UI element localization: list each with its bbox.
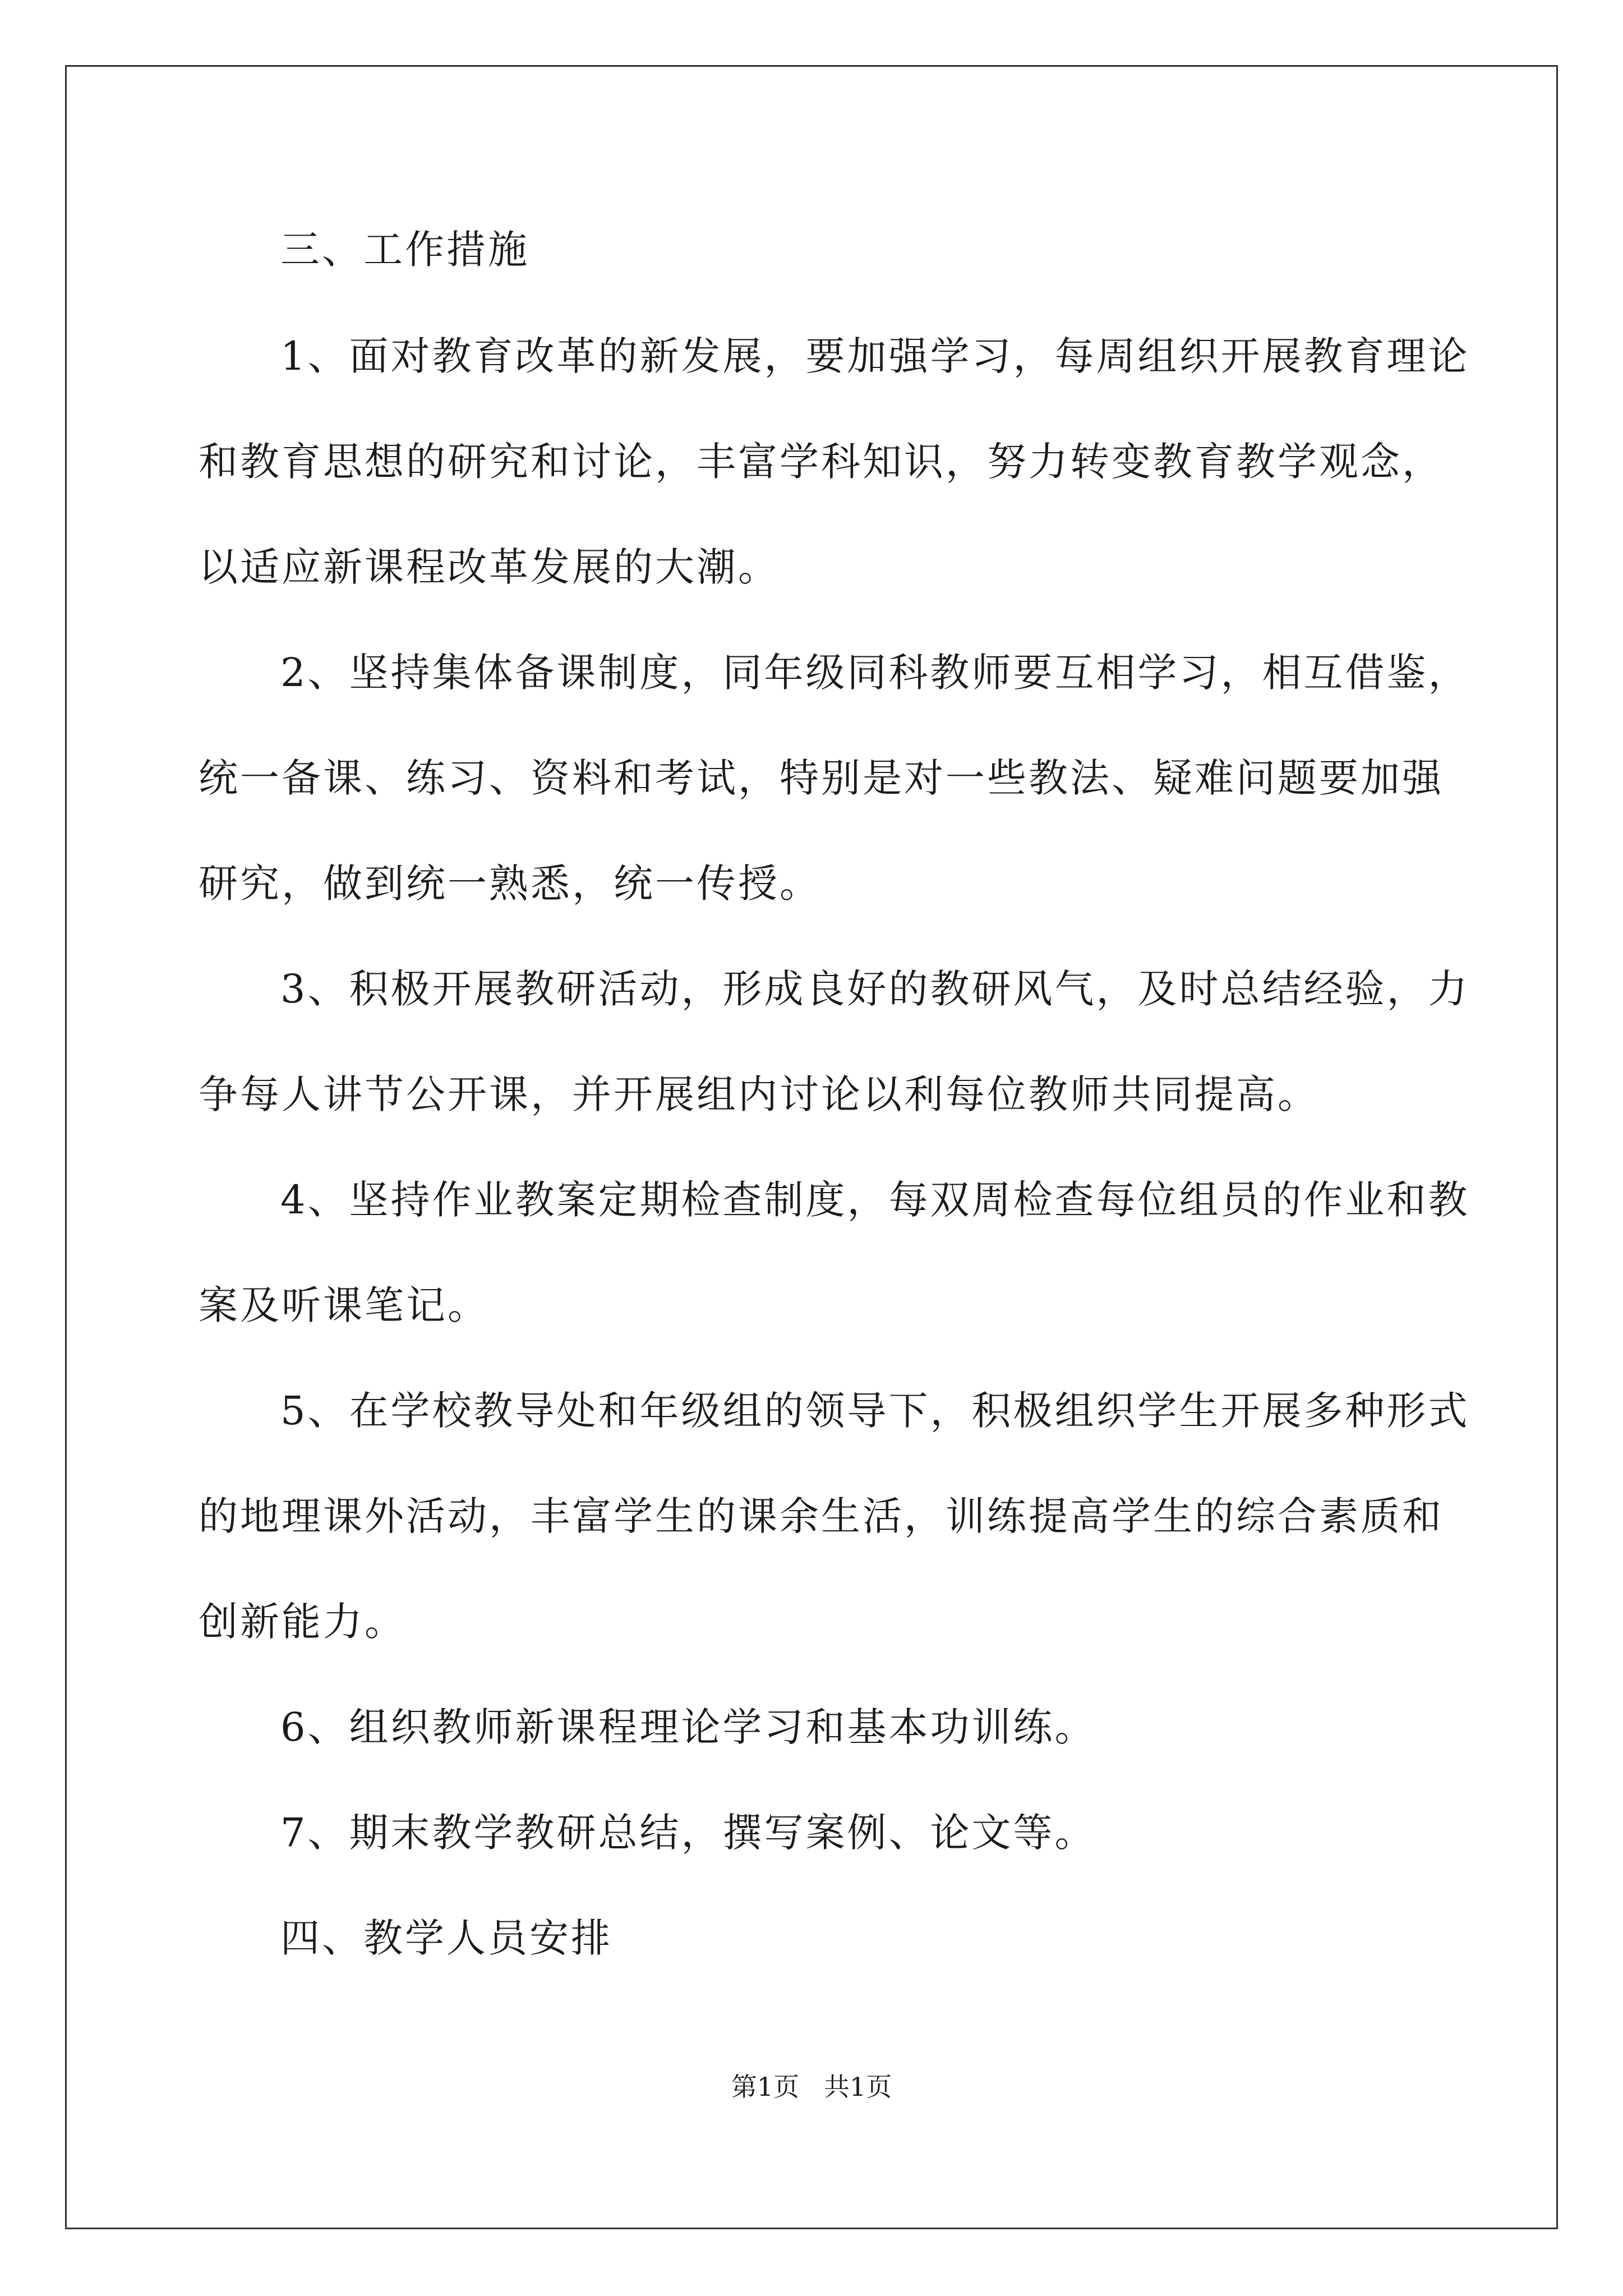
paragraph-line: 6、组织教师新课程理论学习和基本功训练。 [280,1704,1096,1750]
paragraph-line: 和教育思想的研究和讨论，丰富学科知识，努力转变教育教学观念， [199,439,1444,485]
page-footer: 第1页 共1页 [731,2072,892,2102]
section-heading-staffing: 四、教学人员安排 [280,1915,612,1961]
paragraph-line: 研究，做到统一熟悉，统一传授。 [199,861,821,907]
paragraph-line: 以适应新课程改革发展的大潮。 [199,544,780,590]
paragraph-line: 7、期末教学教研总结，撰写案例、论文等。 [280,1810,1096,1856]
section-heading-measures: 三、工作措施 [280,227,529,273]
paragraph-line: 创新能力。 [199,1599,406,1645]
paragraph-line: 统一备课、练习、资料和考试，特别是对一些教法、疑难问题要加强 [199,755,1444,801]
paragraph-line: 的地理课外活动，丰富学生的课余生活，训练提高学生的综合素质和 [199,1493,1444,1539]
paragraph-line: 争每人讲节公开课，并开展组内讨论以利每位教师共同提高。 [199,1071,1319,1117]
page-border [65,65,1558,2229]
paragraph-line: 4、坚持作业教案定期检查制度，每双周检查每位组员的作业和教 [280,1177,1470,1223]
paragraph-line: 5、在学校教导处和年级组的领导下，积极组织学生开展多种形式 [280,1388,1470,1434]
paragraph-line: 案及听课笔记。 [199,1282,489,1328]
paragraph-line: 3、积极开展教研活动，形成良好的教研风气，及时总结经验，力 [280,966,1470,1012]
paragraph-line: 1、面对教育改革的新发展，要加强学习，每周组织开展教育理论 [280,333,1470,379]
paragraph-line: 2、坚持集体备课制度，同年级同科教师要互相学习，相互借鉴， [280,650,1470,696]
